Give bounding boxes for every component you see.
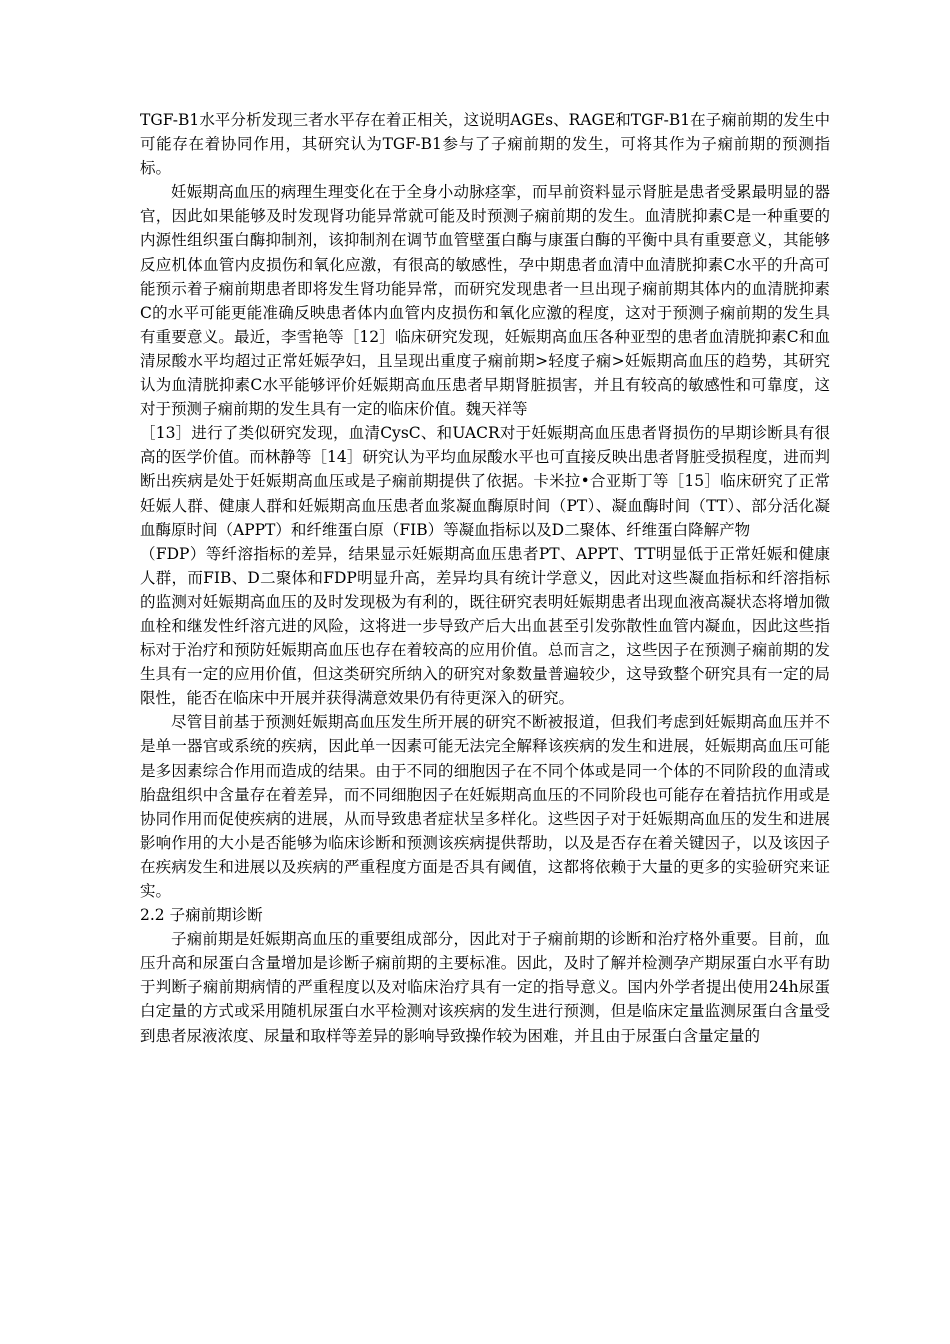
paragraph-fibrinolysis: （FDP）等纤溶指标的差异，结果显示妊娠期高血压患者PT、APPT、TT明显低于正常妊娠和健康人群，而FIB、D二聚体和FDP明显升高，差异均具有统计学意义，因此对这些凝血指标和纤溶指标的监测对妊娠期高血压的及时发现极为有利的，既往研究表明妊娠期患者出现血液高凝状态将增加微血栓和继发性纤溶亢进的风险，这将进一步导致产后大出血甚至引发弥散性血管内凝血，因此这些指标对于治疗和预防妊娠期高血压也存在着较高的应用价值。总而言之，这些因子在预测子痫前期的发生具有一定的应用价值，但这类研究所纳入的研究对象数量普遍较少，这导致整个研究具有一定的局限性，能否在临床中开展并获得满意效果仍有待更深入的研究。 [140,544,830,708]
paragraph-coagulation: ［13］进行了类似研究发现，血清CysC、和UACR对于妊娠期高血压患者肾损伤的早期诊断具有很高的医学价值。而林静等［14］研究认为平均血尿酸水平也可直接反映出患者肾脏受损程度，进而判断出疾病是处于妊娠期高血压或是子痫前期提供了依据。卡米拉•合亚斯丁等［15］临床研究了正常妊娠人群、健康人群和妊娠期高血压患者血浆凝血酶原时间（PT）、凝血酶时间（TT）、部分活化凝血酶原时间（APPT）和纤维蛋白原（FIB）等凝血指标以及D二聚体、纤维蛋白降解产物 [140,424,830,539]
paragraph-continuation: TGF-B1水平分析发现三者水平存在着正相关，这说明AGEs、RAGE和TGF-B1在子痫前期的发生中可能存在着协同作用，其研究认为TGF-B1参与了子痫前期的发生，可将其作为子痫前期的预测指标。 [140,111,830,178]
paragraph-multifactor: 尽管目前基于预测妊娠期高血压发生所开展的研究不断被报道，但我们考虑到妊娠期高血压并不是单一器官或系统的疾病，因此单一因素可能无法完全解释该疾病的发生和进展，妊娠期高血压可能是多因素综合作用而造成的结果。由于不同的细胞因子在不同个体或是同一个体的不同阶段的血清或胎盘组织中含量存在着差异，而不同细胞因子在妊娠期高血压的不同阶段也可能存在着拮抗作用或是协同作用而促使疾病的进展，从而导致患者症状呈多样化。这些因子对于妊娠期高血压的发生和进展影响作用的大小是否能够为临床诊断和预测该疾病提供帮助，以及是否存在着关键因子，以及该因子在疾病发生和进展以及疾病的严重程度方面是否具有阈值，这都将依赖于大量的更多的实验研究来证实。 [140,713,830,900]
paragraph-kidney-function: 妊娠期高血压的病理生理变化在于全身小动脉痉挛，而早前资料显示肾脏是患者受累最明显的器官，因此如果能够及时发现肾功能异常就可能及时预测子痫前期的发生。血清胱抑素C是一种重要的内源性组织蛋白酶抑制剂，该抑制剂在调节血管壁蛋白酶与康蛋白酶的平衡中具有重要意义，其能够反应机体血管内皮损伤和氧化应激，有很高的敏感性，孕中期患者血清中血清胱抑素C水平的升高可能预示着子痫前期患者即将发生肾功能异常，而研究发现患者一旦出现子痫前期其体内的血清胱抑素C的水平可能更能准确反映患者体内血管内皮损伤和氧化应激的程度，这对于预测子痫前期的发生具有重要意义。最近，李雪艳等［12］临床研究发现，妊娠期高血压各种亚型的患者血清胱抑素C和血清尿酸水平均超过正常妊娠孕妇，且呈现出重度子痫前期>轻度子痫>妊娠期高血压的趋势，其研究认为血清胱抑素C水平能够评价妊娠期高血压患者早期肾脏损害，并且有较高的敏感性和可靠度，这对于预测子痫前期的发生具有一定的临床价值。魏天祥等 [140,183,830,419]
document-body [140,108,830,1048]
paragraph-diagnosis: 子痫前期是妊娠期高血压的重要组成部分，因此对于子痫前期的诊断和治疗格外重要。目前，血压升高和尿蛋白含量增加是诊断子痫前期的主要标准。因此，及时了解并检测孕产期尿蛋白水平有助于判断子痫前期病情的严重程度以及对临床治疗具有一定的指导意义。国内外学者提出使用24h尿蛋白定量的方式或采用随机尿蛋白水平检测对该疾病的发生进行预测，但是临床定量监测尿蛋白含量受到患者尿液浓度、尿量和取样等差异的影响导致操作较为困难，并且由于尿蛋白含量定量的 [140,930,830,1045]
section-heading: 2.2 子痫前期诊断 [140,906,263,925]
